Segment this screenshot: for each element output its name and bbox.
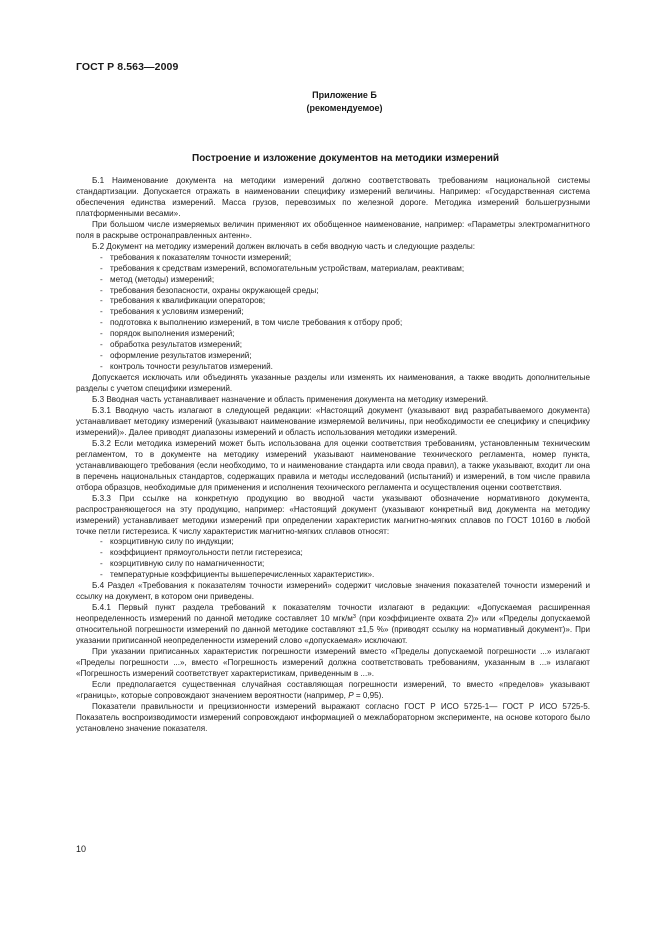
list-item: - коэффициент прямоугольности петли гистерезиса; — [100, 548, 303, 558]
paragraph-b3-3: Б.3.3 При ссылке на конкретную продукцию во вводной части указывают обозначение нормативного документа, распространяющегося на эту продукцию, например: «Настоящий документ (указывают конкретный вид документа на методику измерений) устанавливает методики измерений при определении характеристик магнитно-мягких сплавов по ГОСТ 10160 в любой точке петли гистерезиса. К числу характеристик магнитно-мягких сплавов относят: — [76, 493, 590, 536]
probability-symbol: P — [348, 690, 354, 700]
appendix-label: Приложение Б — [312, 90, 377, 100]
list-marker: - — [100, 537, 103, 547]
list-item: - температурные коэффициенты вышеперечисленных характеристик». — [100, 570, 375, 580]
list-item: - коэрцитивную силу по индукции; — [100, 537, 234, 547]
paragraph-assigned-characteristics: При указании приписанных характеристик погрешности измерений вместо «Пределы допускаемой погрешности ...» излагают «Пределы погрешности ...», вместо «Погрешность измерений должна соответствовать требованиям, указанным в ...» излагают «Погрешность измерений соответствует характеристикам, приведенным в ...». — [76, 646, 590, 678]
list-item: - требования к квалификации операторов; — [100, 296, 266, 306]
document-body — [76, 176, 590, 735]
section-title: Построение и изложение документов на методики измерений — [192, 153, 499, 164]
list-item: - требования к средствам измерений, вспомогательным устройствам, материалам, реактивам; — [100, 263, 465, 273]
list-item: - обработка результатов измерений; — [100, 340, 243, 350]
list-marker: - — [100, 329, 103, 339]
list-item: - требования безопасности, охраны окружающей среды; — [100, 285, 319, 295]
appendix-status: (рекомендуемое) — [306, 103, 383, 113]
paragraph-b1-generalized: При большом числе измеряемых величин применяют их обобщенное наименование, например: «Параметры электромагнитного поля в раскрыве остронаправленных антенн». — [76, 219, 590, 240]
list-marker: - — [100, 285, 103, 295]
list-item: - оформление результатов измерений; — [100, 351, 252, 361]
list-marker: - — [100, 559, 103, 569]
list-marker: - — [100, 570, 103, 580]
paragraph-sections-note: Допускается исключать или объединять указанные разделы или изменять их наименования, а также вводить дополнительные разделы с учетом специфики измерений. — [76, 373, 590, 394]
paragraph-b3-2: Б.3.2 Если методика измерений может быть использована для оценки соответствия требованиям, установленным техническим регламентом, то в документе на методику измерений указывают наименование технического регламента, номер пункта, устанавливающего требования (если необходимо, то и наименование стандарта или свода правил), а также указывают, входит ли она в перечень национальных стандартов, содержащих правила и методы исследований (испытаний) и измерений, в том числе правила отбора образцов, необходимые для применения и исполнения технического регламента и осуществления оценки соответствия. — [76, 438, 590, 492]
paragraph-random-component: Если предполагается существенная случайная составляющая погрешности измерений, то вместо «пределов» указывают «границы», которые сопровождают значением вероятности (например, P = 0,95). — [76, 679, 590, 700]
list-marker: - — [100, 252, 103, 262]
list-item: - коэрцитивную силу по намагниченности; — [100, 559, 265, 569]
paragraph-b2: Б.2 Документ на методику измерений должен включать в себя вводную часть и следующие разделы: — [92, 241, 476, 251]
list-marker: - — [100, 362, 103, 372]
list-marker: - — [100, 318, 103, 328]
list-item: - порядок выполнения измерений; — [100, 329, 235, 339]
paragraph-b1: Б.1 Наименование документа на методики измерений должно соответствовать требованиям национальной системы стандартизации. Допускается отражать в наименовании специфику измерений величины. Например: «Государственная система обеспечения единства измерений. Масса грузов, перевозимых по железной дороге. Методика измерений большегрузными платформенными весами». — [76, 176, 590, 218]
paragraph-precision: Показатели правильности и прецизионности измерений выражают согласно ГОСТ Р ИСО 5725-1— ГОСТ Р ИСО 5725-5. Показатель воспроизводимости измерений сопровождают информацией о межлабораторном эксперименте, на основе которого было установлено значение показателя. — [76, 701, 590, 733]
paragraph-b3: Б.3 Вводная часть устанавливает назначение и область применения документа на методику измерений. — [92, 395, 489, 405]
document-code-header: ГОСТ Р 8.563—2009 — [76, 61, 179, 73]
superscript: 3 — [352, 614, 356, 621]
list-item: - метод (методы) измерений; — [100, 274, 215, 284]
paragraph-b4-1: Б.4.1 Первый пункт раздела требований к показателям точности излагают в редакции: «Допускаемая расширенная неопределенность измерений по данной методике составляет 10 мгк/$м^3$ (при коэффициенте охвата 2)» или «Пределы допускаемой относительной погрешности измерений по данной методике составляют ±1,5 %» (приводят ссылку на нормативный документ)». При указании приписанной неопределенности измерений слово «допускаемая» исключают. — [76, 603, 590, 646]
list-item: - требования к условиям измерений; — [100, 307, 244, 317]
page-number: 10 — [76, 844, 87, 854]
list-item: - контроль точности результатов измерений. — [100, 362, 273, 372]
appendix-heading — [0, 89, 661, 115]
list-item: - требования к показателям точности измерений; — [100, 252, 292, 262]
list-item: - подготовка к выполнению измерений, в том числе требования к отбору проб; — [100, 318, 403, 328]
list-marker: - — [100, 274, 103, 284]
paragraph-b3-1: Б.3.1 Вводную часть излагают в следующей редакции: «Настоящий документ (указывают вид разрабатываемого документа) устанавливает методику измерений (указывают наименование измеряемой величины, при необходимости ее специфику и специфику измерений)». Далее приводят диапазоны измерений и область использования методики измерений. — [76, 406, 590, 437]
list-marker: - — [100, 296, 103, 306]
paragraph-b4: Б.4 Раздел «Требования к показателям точности измерений» содержит числовые значения показателей точности измерений и ссылку на документ, в котором они приведены. — [76, 581, 590, 602]
list-marker: - — [100, 263, 103, 273]
list-marker: - — [100, 340, 103, 350]
sections-list — [76, 253, 590, 373]
characteristics-list — [76, 537, 590, 581]
list-marker: - — [100, 351, 103, 361]
list-marker: - — [100, 307, 103, 317]
list-marker: - — [100, 548, 103, 558]
